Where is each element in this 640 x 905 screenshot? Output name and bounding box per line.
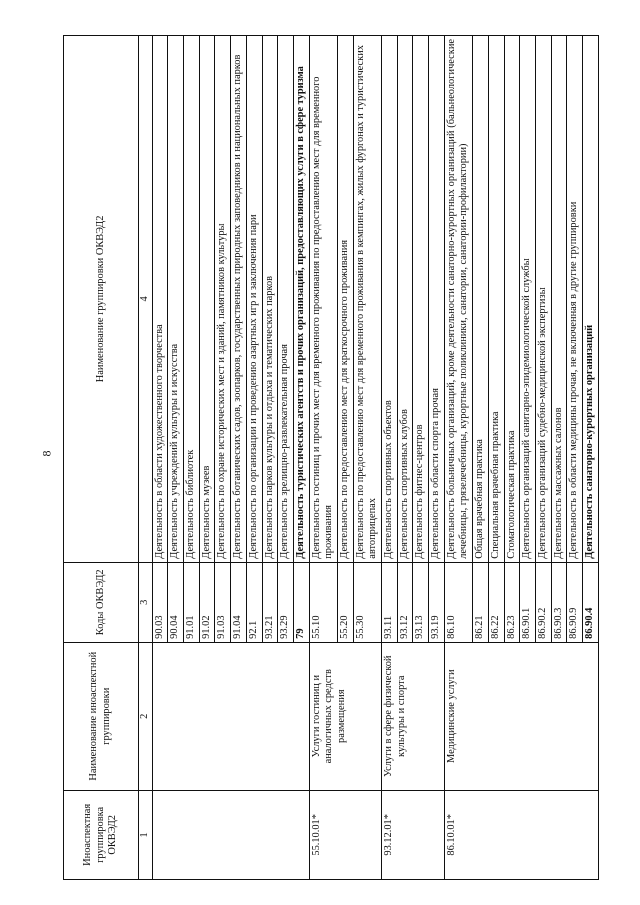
okved-name: Стоматологическая практика — [504, 36, 520, 563]
okved-name: Деятельность санаторно-курортных организаций — [582, 36, 598, 563]
page-number: 8 — [39, 450, 54, 457]
okved-code: 91.03 — [215, 562, 231, 642]
okved-name: Деятельность по организации и проведению азартных игр и заключения пари — [246, 36, 262, 563]
okved-code: 86.23 — [504, 562, 520, 642]
group-code-empty — [152, 790, 309, 879]
okved-code: 86.90.3 — [551, 562, 567, 642]
okved-name: Деятельность библиотек — [184, 36, 200, 563]
okved-name: Деятельность массажных салонов — [551, 36, 567, 563]
okved-code: 86.10 — [444, 562, 472, 642]
okved-name: Деятельность туристических агентств и прочих организаций, предоставляющих услуги в сфере туризма — [293, 36, 309, 563]
okved-code: 79 — [293, 562, 309, 642]
okved-code: 86.90.2 — [535, 562, 551, 642]
table-row — [152, 36, 168, 880]
table-row — [309, 36, 337, 880]
okved-name: Деятельность по охране исторических мест и зданий, памятников культуры — [215, 36, 231, 563]
okved-code: 93.19 — [429, 562, 445, 642]
okved-code: 92.1 — [246, 562, 262, 642]
header-col4: Наименование группировки ОКВЭД2 — [64, 36, 139, 563]
okved-code: 86.90.1 — [520, 562, 536, 642]
okved-name: Деятельность в области медицины прочая, не включенная в другие группировки — [567, 36, 583, 563]
okved-table — [63, 35, 599, 880]
group-code: 93.12.01* — [382, 790, 445, 879]
group-name-empty — [152, 642, 309, 790]
okved-code: 90.04 — [168, 562, 184, 642]
okved-name: Общая врачебная практика — [473, 36, 489, 563]
okved-name: Деятельность парков культуры и отдыха и тематических парков — [262, 36, 278, 563]
header-row — [64, 36, 139, 880]
okved-code: 93.13 — [413, 562, 429, 642]
column-number: 2 — [139, 642, 153, 790]
okved-name: Деятельность организаций санитарно-эпидемиологической службы — [520, 36, 536, 563]
rotated-page — [63, 35, 611, 880]
okved-code: 93.11 — [382, 562, 398, 642]
okved-code: 55.30 — [353, 562, 381, 642]
header-col1: Иноаспектная группировка ОКВЭД2 — [64, 790, 139, 879]
okved-name: Деятельность спортивных клубов — [397, 36, 413, 563]
okved-name: Деятельность фитнес-центров — [413, 36, 429, 563]
column-number: 3 — [139, 562, 153, 642]
okved-code: 93.12 — [397, 562, 413, 642]
group-name: Услуги гостиниц и аналогичных средств размещения — [309, 642, 381, 790]
okved-code: 55.20 — [337, 562, 353, 642]
okved-name: Деятельность гостиниц и прочих мест для временного проживания по предоставлению мест для временного проживания — [309, 36, 337, 563]
okved-name: Деятельность больничных организаций, кроме деятельности санаторно-курортных организаций (бальнеологические лечебницы, грязелечебницы, курортные поликлиники, санатории, санатории-профилактории) — [444, 36, 472, 563]
column-number: 4 — [139, 36, 153, 563]
okved-code: 90.03 — [152, 562, 168, 642]
okved-name: Деятельность в области спорта прочая — [429, 36, 445, 563]
okved-code: 86.21 — [473, 562, 489, 642]
table-row — [382, 36, 398, 880]
okved-name: Специальная врачебная практика — [488, 36, 504, 563]
okved-name: Деятельность по предоставлению мест для временного проживания в кемпингах, жилых фургонах и туристических автоприцепах — [353, 36, 381, 563]
okved-code: 86.90.4 — [582, 562, 598, 642]
okved-code: 93.29 — [278, 562, 294, 642]
group-name: Медицинские услуги — [444, 642, 598, 790]
okved-code: 91.04 — [231, 562, 247, 642]
okved-name: Деятельность ботанических садов, зоопарков, государственных природных заповедников и национальных парков — [231, 36, 247, 563]
okved-code: 55.10 — [309, 562, 337, 642]
okved-name: Деятельность спортивных объектов — [382, 36, 398, 563]
table-row — [444, 36, 472, 880]
okved-code: 91.01 — [184, 562, 200, 642]
column-number: 1 — [139, 790, 153, 879]
okved-name: Деятельность музеев — [199, 36, 215, 563]
okved-code: 86.22 — [488, 562, 504, 642]
okved-name: Деятельность в области художественного творчества — [152, 36, 168, 563]
header-col2: Наименование иноаспектной группировки — [64, 642, 139, 790]
okved-code: 93.21 — [262, 562, 278, 642]
group-code: 55.10.01* — [309, 790, 381, 879]
okved-name: Деятельность организаций судебно-медицинской экспертизы — [535, 36, 551, 563]
okved-code: 86.90.9 — [567, 562, 583, 642]
okved-code: 91.02 — [199, 562, 215, 642]
okved-name: Деятельность учреждений культуры и искусства — [168, 36, 184, 563]
group-name: Услуги в сфере физической культуры и спорта — [382, 642, 445, 790]
header-col3: Коды ОКВЭД2 — [64, 562, 139, 642]
okved-name: Деятельность по предоставлению мест для краткосрочного проживания — [337, 36, 353, 563]
group-code: 86.10.01* — [444, 790, 598, 879]
column-number-row — [139, 36, 153, 880]
okved-name: Деятельность зрелищно-развлекательная прочая — [278, 36, 294, 563]
